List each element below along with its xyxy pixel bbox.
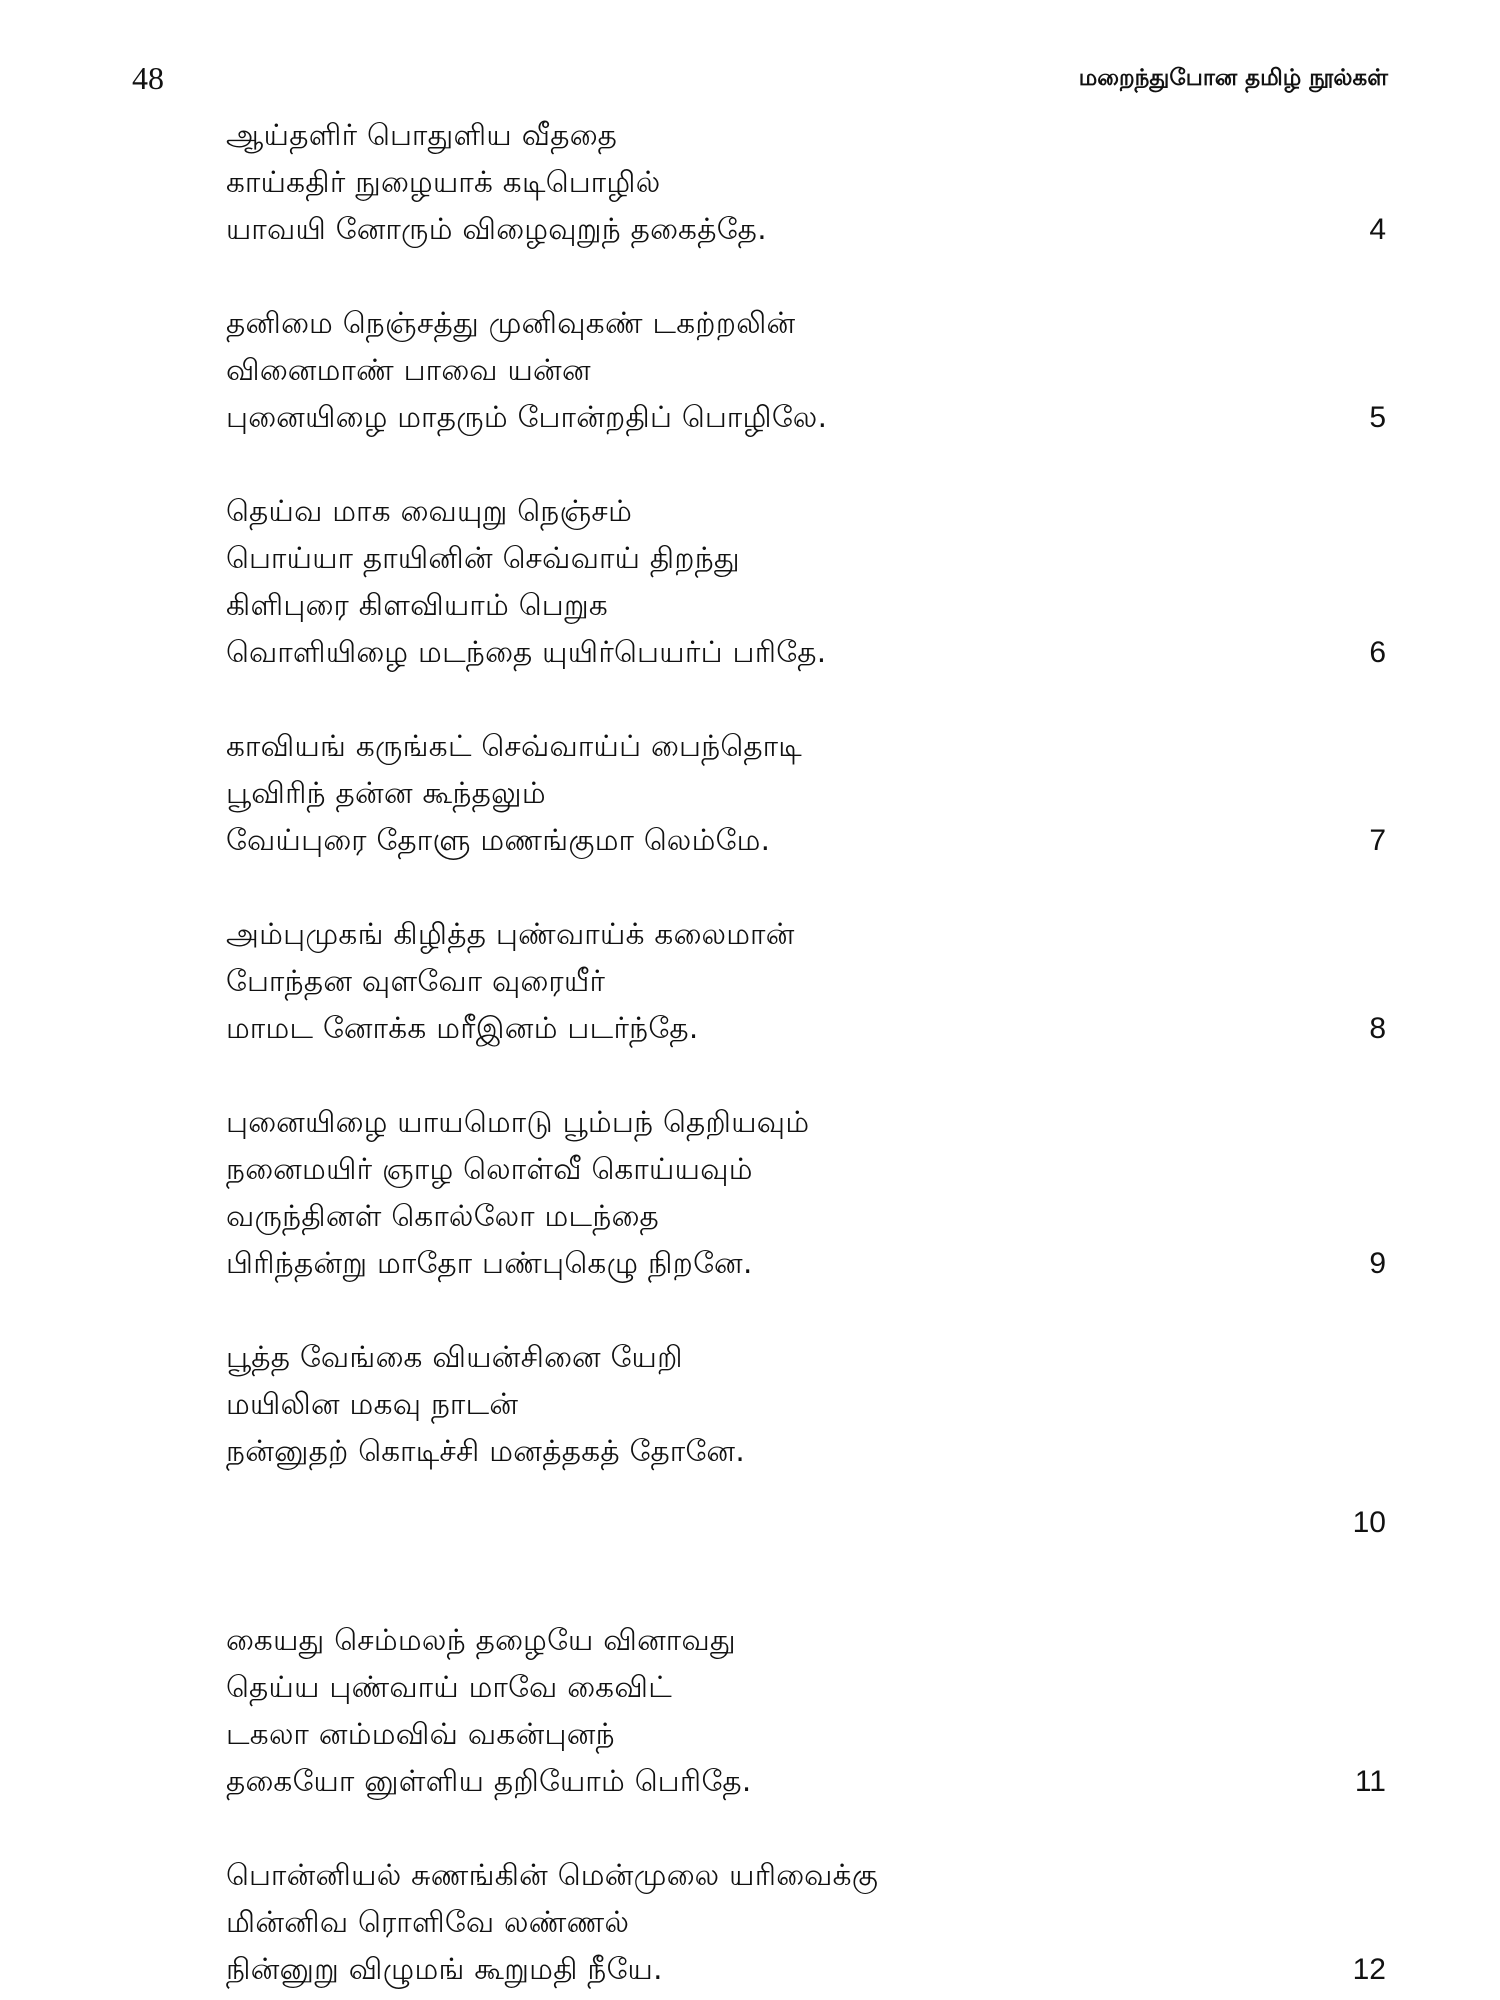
stanza-10 [226, 1334, 1386, 1546]
verse-line: டகலா னம்மவிவ் வகன்புனந் [226, 1717, 615, 1751]
stanza-11 [226, 1617, 1386, 1805]
verse-line: வருந்தினள் கொல்லோ மடந்தை [226, 1199, 659, 1233]
verse-line: பிரிந்தன்று மாதோ பண்புகெழு நிறனே. [226, 1246, 753, 1280]
page-number: 48 [132, 60, 164, 96]
stanza-5 [226, 300, 1386, 441]
stanza-number: 9 [1369, 1247, 1386, 1280]
verse-line: பொய்யா தாயினின் செவ்வாய் திறந்து [226, 541, 740, 575]
verse-line: பொன்னியல் சுணங்கின் மென்முலை யரிவைக்கு [226, 1858, 879, 1892]
verse-line: தெய்ய புண்வாய் மாவே கைவிட் [226, 1670, 672, 1704]
stanza-number: 12 [1352, 1953, 1386, 1986]
running-head: மறைந்துபோன தமிழ் நூல்கள் [1078, 65, 1388, 91]
verse-line: நனைமயிர் ஞாழ லொள்வீ கொய்யவும் [226, 1152, 753, 1186]
verse-line: மயிலின மகவு நாடன் [226, 1387, 519, 1421]
verse-line: ஆய்தளிர் பொதுளிய வீததை [226, 118, 618, 152]
verse-line: கையது செம்மலந் தழையே வினாவது [226, 1623, 736, 1657]
stanza-4 [226, 112, 1386, 253]
verse-line: நன்னுதற் கொடிச்சி மனத்தகத் தோனே. [226, 1434, 746, 1468]
verse-line: தெய்வ மாக வையுறு நெஞ்சம் [226, 494, 633, 528]
verse-line: தகையோ னுள்ளிய தறியோம் பெரிதே. [226, 1764, 752, 1798]
verse-line: வினைமாண் பாவை யன்ன [226, 353, 591, 387]
stanza-12 [226, 1852, 1386, 1993]
stanza-number: 10 [1352, 1506, 1386, 1539]
stanza-6 [226, 488, 1386, 676]
verse-line: காவியங் கருங்கட் செவ்வாய்ப் பைந்தொடி [226, 729, 803, 763]
verse-line: பூத்த வேங்கை வியன்சினை யேறி [226, 1340, 683, 1374]
poem-list [226, 112, 1386, 1993]
stanza-number: 5 [1369, 401, 1386, 434]
stanza-number: 11 [1354, 1765, 1386, 1798]
stanza-number: 8 [1369, 1012, 1386, 1045]
verse-line: வொளியிழை மடந்தை யுயிர்பெயர்ப் பரிதே. [226, 635, 827, 669]
verse-line: கிளிபுரை கிளவியாம் பெறுக [226, 588, 609, 622]
verse-line: தனிமை நெஞ்சத்து முனிவுகண் டகற்றலின் [226, 306, 796, 340]
verse-line: போந்தன வுளவோ வுரையீர் [226, 964, 606, 998]
verse-line: காய்கதிர் நுழையாக் கடிபொழில் [226, 165, 661, 199]
stanza-8 [226, 911, 1386, 1052]
verse-line: புனையிழை யாயமொடு பூம்பந் தெறியவும் [226, 1105, 810, 1139]
verse-line: பூவிரிந் தன்ன கூந்தலும் [226, 776, 546, 810]
stanza-number: 7 [1369, 824, 1386, 857]
verse-line: வேய்புரை தோளு மணங்குமா லெம்மே. [226, 823, 771, 857]
stanza-number: 6 [1369, 636, 1386, 669]
verse-line: நின்னுறு விழுமங் கூறுமதி நீயே. [226, 1952, 663, 1986]
verse-line: புனையிழை மாதரும் போன்றதிப் பொழிலே. [226, 400, 828, 434]
verse-line: மாமட னோக்க மரீஇனம் படர்ந்தே. [226, 1011, 699, 1045]
verse-line: மின்னிவ ரொளிவே லண்ணல் [226, 1905, 630, 1939]
stanza-7 [226, 723, 1386, 864]
verse-line: யாவயி னோரும் விழைவுறுந் தகைத்தே. [226, 212, 767, 246]
stanza-number: 4 [1369, 213, 1386, 246]
stanza-9 [226, 1099, 1386, 1287]
verse-line: அம்புமுகங் கிழித்த புண்வாய்க் கலைமான் [226, 917, 795, 951]
